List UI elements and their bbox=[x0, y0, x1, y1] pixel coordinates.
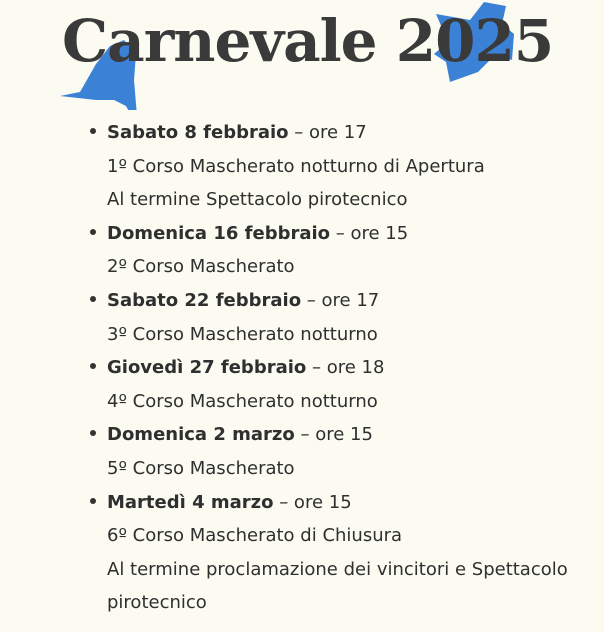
event-time: – ore 15 bbox=[330, 222, 409, 244]
event-heading bbox=[107, 217, 590, 251]
bullet-icon bbox=[90, 128, 96, 134]
event-heading bbox=[107, 486, 590, 520]
bullet-icon bbox=[90, 296, 96, 302]
event-date: Sabato 22 febbraio bbox=[107, 289, 302, 311]
event-time: – ore 15 bbox=[294, 424, 373, 446]
event-item bbox=[90, 217, 590, 284]
event-time: – ore 18 bbox=[306, 357, 385, 379]
event-date: Domenica 2 marzo bbox=[107, 424, 295, 446]
event-time: – ore 15 bbox=[273, 491, 352, 513]
title-header bbox=[0, 0, 604, 110]
event-heading bbox=[107, 284, 590, 318]
event-detail: Al termine proclamazione dei vincitori e Spettacolo bbox=[107, 558, 568, 580]
event-item bbox=[90, 351, 590, 418]
bullet-icon bbox=[90, 363, 96, 369]
bullet-icon bbox=[90, 430, 96, 436]
event-schedule bbox=[90, 116, 590, 620]
page-title: Carnevale 2025 bbox=[62, 7, 554, 75]
event-heading bbox=[107, 351, 590, 385]
event-item bbox=[90, 116, 590, 217]
event-detail: 1º Corso Mascherato notturno di Apertura bbox=[107, 155, 485, 177]
event-time: – ore 17 bbox=[301, 289, 380, 311]
event-heading bbox=[107, 116, 590, 150]
bullet-icon bbox=[90, 229, 96, 235]
event-detail: Al termine Spettacolo pirotecnico bbox=[107, 189, 408, 211]
event-date: Martedì 4 marzo bbox=[107, 491, 274, 513]
event-date: Sabato 8 febbraio bbox=[107, 122, 289, 143]
event-item bbox=[90, 418, 590, 485]
event-detail: 6º Corso Mascherato di Chiusura bbox=[107, 525, 403, 547]
event-time: – ore 17 bbox=[288, 122, 367, 143]
event-item bbox=[90, 284, 590, 351]
event-detail: 2º Corso Mascherato bbox=[107, 256, 295, 278]
event-detail: 3º Corso Mascherato notturno bbox=[107, 323, 378, 345]
event-date: Domenica 16 febbraio bbox=[107, 222, 331, 244]
event-date: Giovedì 27 febbraio bbox=[107, 357, 307, 379]
event-detail: 5º Corso Mascherato bbox=[107, 457, 295, 479]
event-item bbox=[90, 486, 590, 620]
bullet-icon bbox=[90, 498, 96, 504]
event-heading bbox=[107, 418, 590, 452]
event-detail: 4º Corso Mascherato notturno bbox=[107, 390, 378, 412]
event-detail: pirotecnico bbox=[107, 592, 207, 614]
